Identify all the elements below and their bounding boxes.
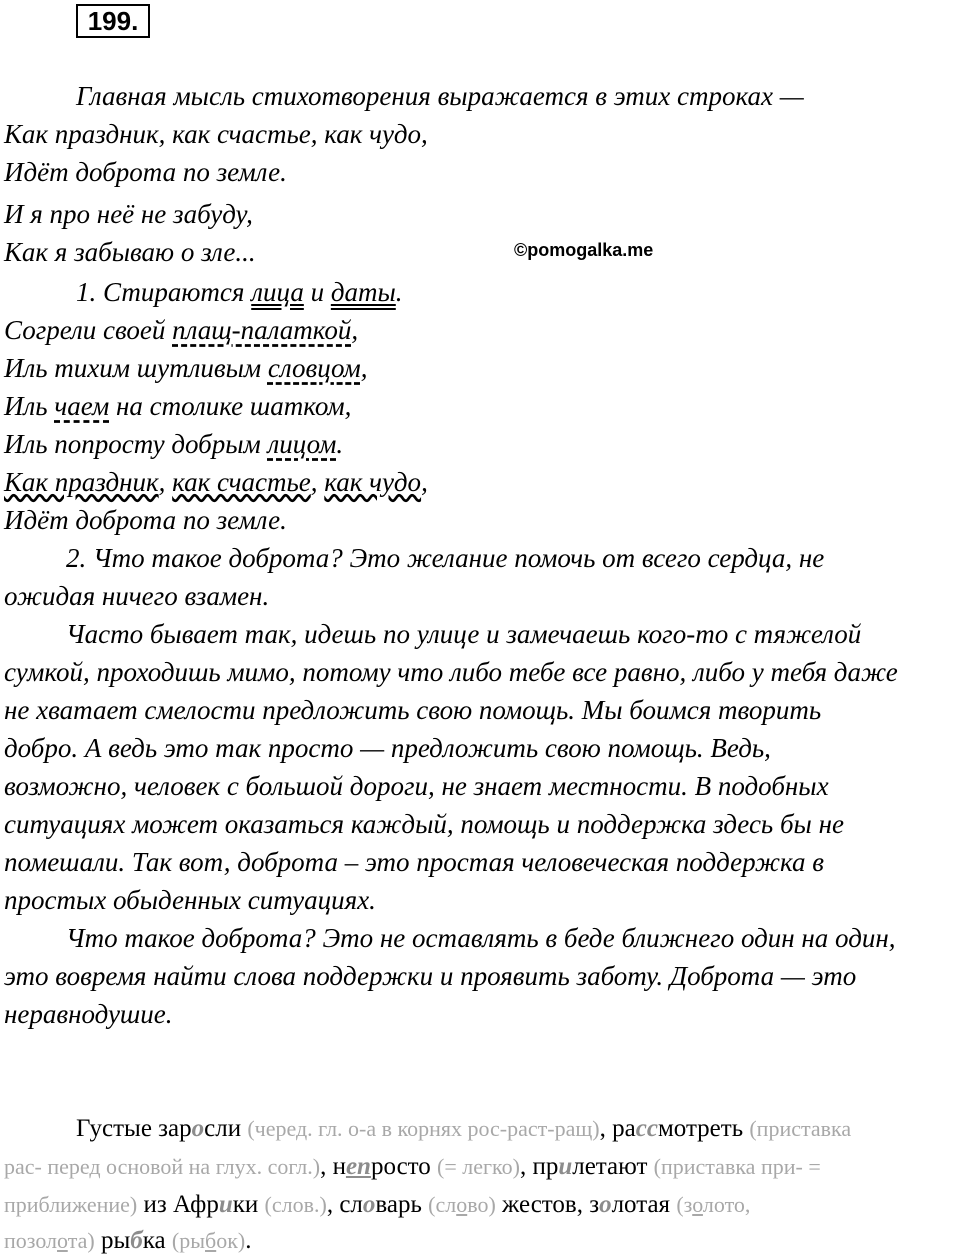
exercise-number: 199. [76,4,150,38]
text-line: ожидая ничего взамен. [4,581,270,611]
text-line: добро. А ведь это так просто — предложить свою помощь. Ведь, [4,733,771,763]
highlight-letter: и [218,1191,233,1218]
rule-note-letter: о [456,1192,468,1217]
rule-note: приближение) [4,1192,138,1217]
text-line: ситуациях может оказаться каждый, помощь и поддержка здесь бы не [4,809,844,839]
rule-note: (ры [171,1228,205,1253]
text: летают [572,1153,654,1180]
rule-line [4,1226,251,1256]
text: Иль попросту добрым [4,429,268,459]
text: , [310,467,325,497]
text: 1. Стираются [76,277,252,307]
text: , [360,353,368,383]
rule-note-letter: о [692,1192,703,1217]
text: сли [204,1115,248,1142]
rule-note-letter: о [57,1228,68,1253]
highlight-letter: б [130,1227,143,1254]
poem-line: И я про неё не забуду, [4,199,253,229]
watermark: ©pomogalka.me [514,240,654,260]
text-line: сумкой, проходишь мимо, потому что либо тебе все равно, либо у тебя даже [4,657,898,687]
text: , ра [599,1115,636,1142]
rule-note-letter: б [205,1228,217,1253]
text: . [245,1227,252,1254]
text: и [303,277,331,307]
text-line: Главная мысль стихотворения выражается в этих строках — [76,81,804,111]
text: Иль тихим шутливым [4,353,268,383]
text: Согрели своей [4,315,173,345]
text: на столике шатком, [109,391,352,421]
highlight-letter: сс [635,1115,658,1142]
poem-line [4,390,351,422]
poem-line: Как я забываю о зле... [4,237,256,267]
text: . [336,429,344,459]
rule-note: (слов.) [264,1192,327,1217]
text-line: не хватает смелости предложить свою помощь. Мы боимся творить [4,695,822,725]
rule-note: лото, [702,1192,751,1217]
poem-line: Как праздник, как счастье, как чудо, [4,119,428,149]
text-line: это вовремя найти слова поддержки и проявить заботу. Доброта — это [4,961,857,991]
object-word: лицом [267,429,337,459]
rule-note: во) [467,1192,496,1217]
subject-word: даты [330,277,396,307]
text-line: Что такое доброта? Это не оставлять в беде ближнего один на один, [66,923,896,953]
text: ры [94,1227,131,1254]
rule-note: рас- перед основой на глух. согл.) [4,1154,321,1179]
highlight-letter: о [599,1191,612,1218]
text: , н [320,1153,346,1180]
object-word: словцом [267,353,361,383]
text-line: Часто бывает так, идешь по улице и замечаешь кого-то с тяжелой [66,619,862,649]
text: , пр [519,1153,559,1180]
poem-line: Идёт доброта по земле. [4,157,287,187]
rule-note: (= легко) [437,1154,520,1179]
text: мотреть [657,1115,750,1142]
object-word: чаем [54,391,110,421]
text: ка [142,1227,172,1254]
text-line: простых обыденных ситуациях. [4,885,376,915]
text: , [158,467,173,497]
text: Густые зар [76,1115,192,1142]
text-line: возможно, человек с большой дороги, не знает местности. В подобных [4,771,829,801]
highlight-letter: и [558,1153,573,1180]
poem-line [4,428,343,460]
rule-note: (сл [428,1192,457,1217]
text: , [421,467,428,497]
text: лотая [611,1191,677,1218]
rule-line [4,1152,821,1182]
text: варь [375,1191,429,1218]
text: . [395,277,403,307]
object-word: плащ-палаткой [172,315,352,345]
adverbial-phrase: как чудо [324,467,422,497]
rule-note: (приставка [749,1116,852,1141]
text-line [76,276,403,308]
text: Иль [4,391,55,421]
rule-note: (черед. гл. о-а в корнях рос-раст-ращ) [247,1116,600,1141]
highlight-letter: еп [345,1153,371,1180]
text-line: 2. Что такое доброта? Это желание помочь от всего сердца, не [66,543,825,573]
poem-line [4,466,428,498]
poem-line [4,314,358,346]
subject-word: лица [251,277,304,307]
text: ки [232,1191,265,1218]
text: , сл [326,1191,363,1218]
text-line: помешали. Так вот, доброта – это простая человеческая поддержка в [4,847,824,877]
text: жестов, з [495,1191,600,1218]
rule-note: та) [67,1228,95,1253]
text-line: неравнодушие. [4,999,173,1029]
text: , [351,315,359,345]
adverbial-phrase: как счастье [172,467,311,497]
text: из Афр [137,1191,219,1218]
rule-note: (з [676,1192,693,1217]
rule-line [4,1190,750,1220]
rule-note: позол [4,1228,58,1253]
poem-line [4,352,368,384]
text: росто [370,1153,438,1180]
highlight-letter: о [362,1191,376,1218]
highlight-letter: о [191,1115,205,1142]
adverbial-phrase: Как праздник [4,467,159,497]
poem-line: Идёт доброта по земле. [4,505,287,535]
rule-line [76,1114,851,1144]
rule-note: ок) [216,1228,246,1253]
rule-note: (приставка при- = [653,1154,821,1179]
